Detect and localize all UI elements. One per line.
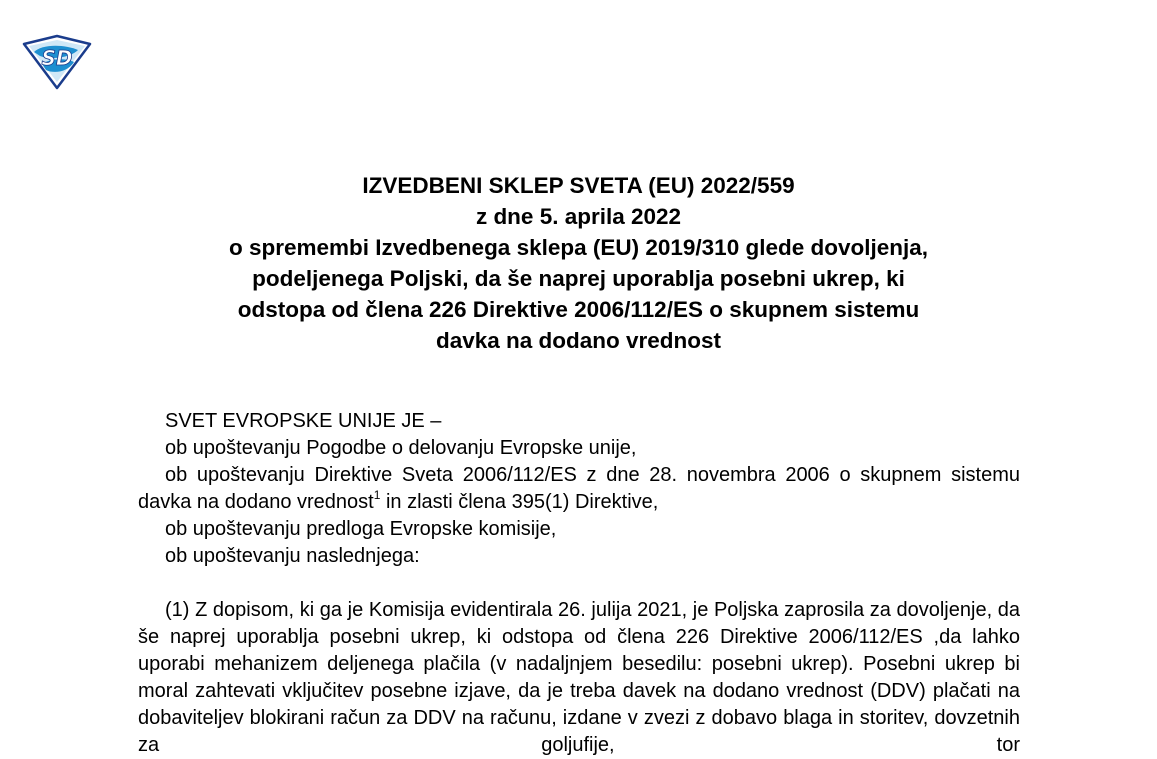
citation-paragraph: ob upoštevanju Pogodbe o delovanju Evropske unije, [165,437,637,459]
recital-paragraph: (1) Z dopisom, ki ga je Komisija evidentirala 26. julija 2021, je Poljska zaprosila za dovoljenje, da še naprej uporablja posebni ukrep, ki odstopa od člena 226 Direktive 2006/112/ES ,da lahko uporabi mehanizem deljenega plačila (v nadaljnjem besedilu: posebni ukrep). Posebni ukrep bi moral zahtevati vključitev posebne izjave, da je treba davek na dodano vrednost (DDV) plačati na dobaviteljev blokirani račun za DDV na računu, izdane v zvezi z dobavo blaga in storitev, dovzetnih za goljufije, tor [138,599,1020,756]
title-line: o spremembi Izvedbenega sklepa (EU) 2019/310 glede dovoljenja, [228,235,929,260]
preamble-heading: SVET EVROPSKE UNIJE JE – [165,410,442,432]
title-line: podeljenega Poljski, da še naprej uporablja posebni ukrep, ki [252,266,905,291]
logo-text: SD [41,46,73,70]
citation-text: ob upoštevanju Direktive Sveta 2006/112/ES z dne 28. novembra 2006 o skupnem sistemu davka na dodano vrednost [138,464,1020,513]
footnote-marker[interactable]: 1 [373,488,381,502]
spacer [138,570,1020,597]
document-title [120,170,1037,356]
citation-text: in zlasti člena 395(1) Direktive, [380,491,659,513]
title-date: z dne 5. aprila 2022 [475,204,682,229]
title-line: odstopa od člena 226 Direktive 2006/112/ES o skupnem sistemu [237,297,920,322]
title-line: davka na dodano vrednost [435,328,722,353]
document-body [138,408,1020,759]
citation-paragraph: ob upoštevanju predloga Evropske komisije, [165,518,557,540]
logo-icon [20,34,94,90]
title-line: IZVEDBENI SKLEP SVETA (EU) 2022/559 [362,173,795,198]
citation-paragraph [138,462,1020,516]
citation-paragraph: ob upoštevanju naslednjega: [165,545,420,567]
